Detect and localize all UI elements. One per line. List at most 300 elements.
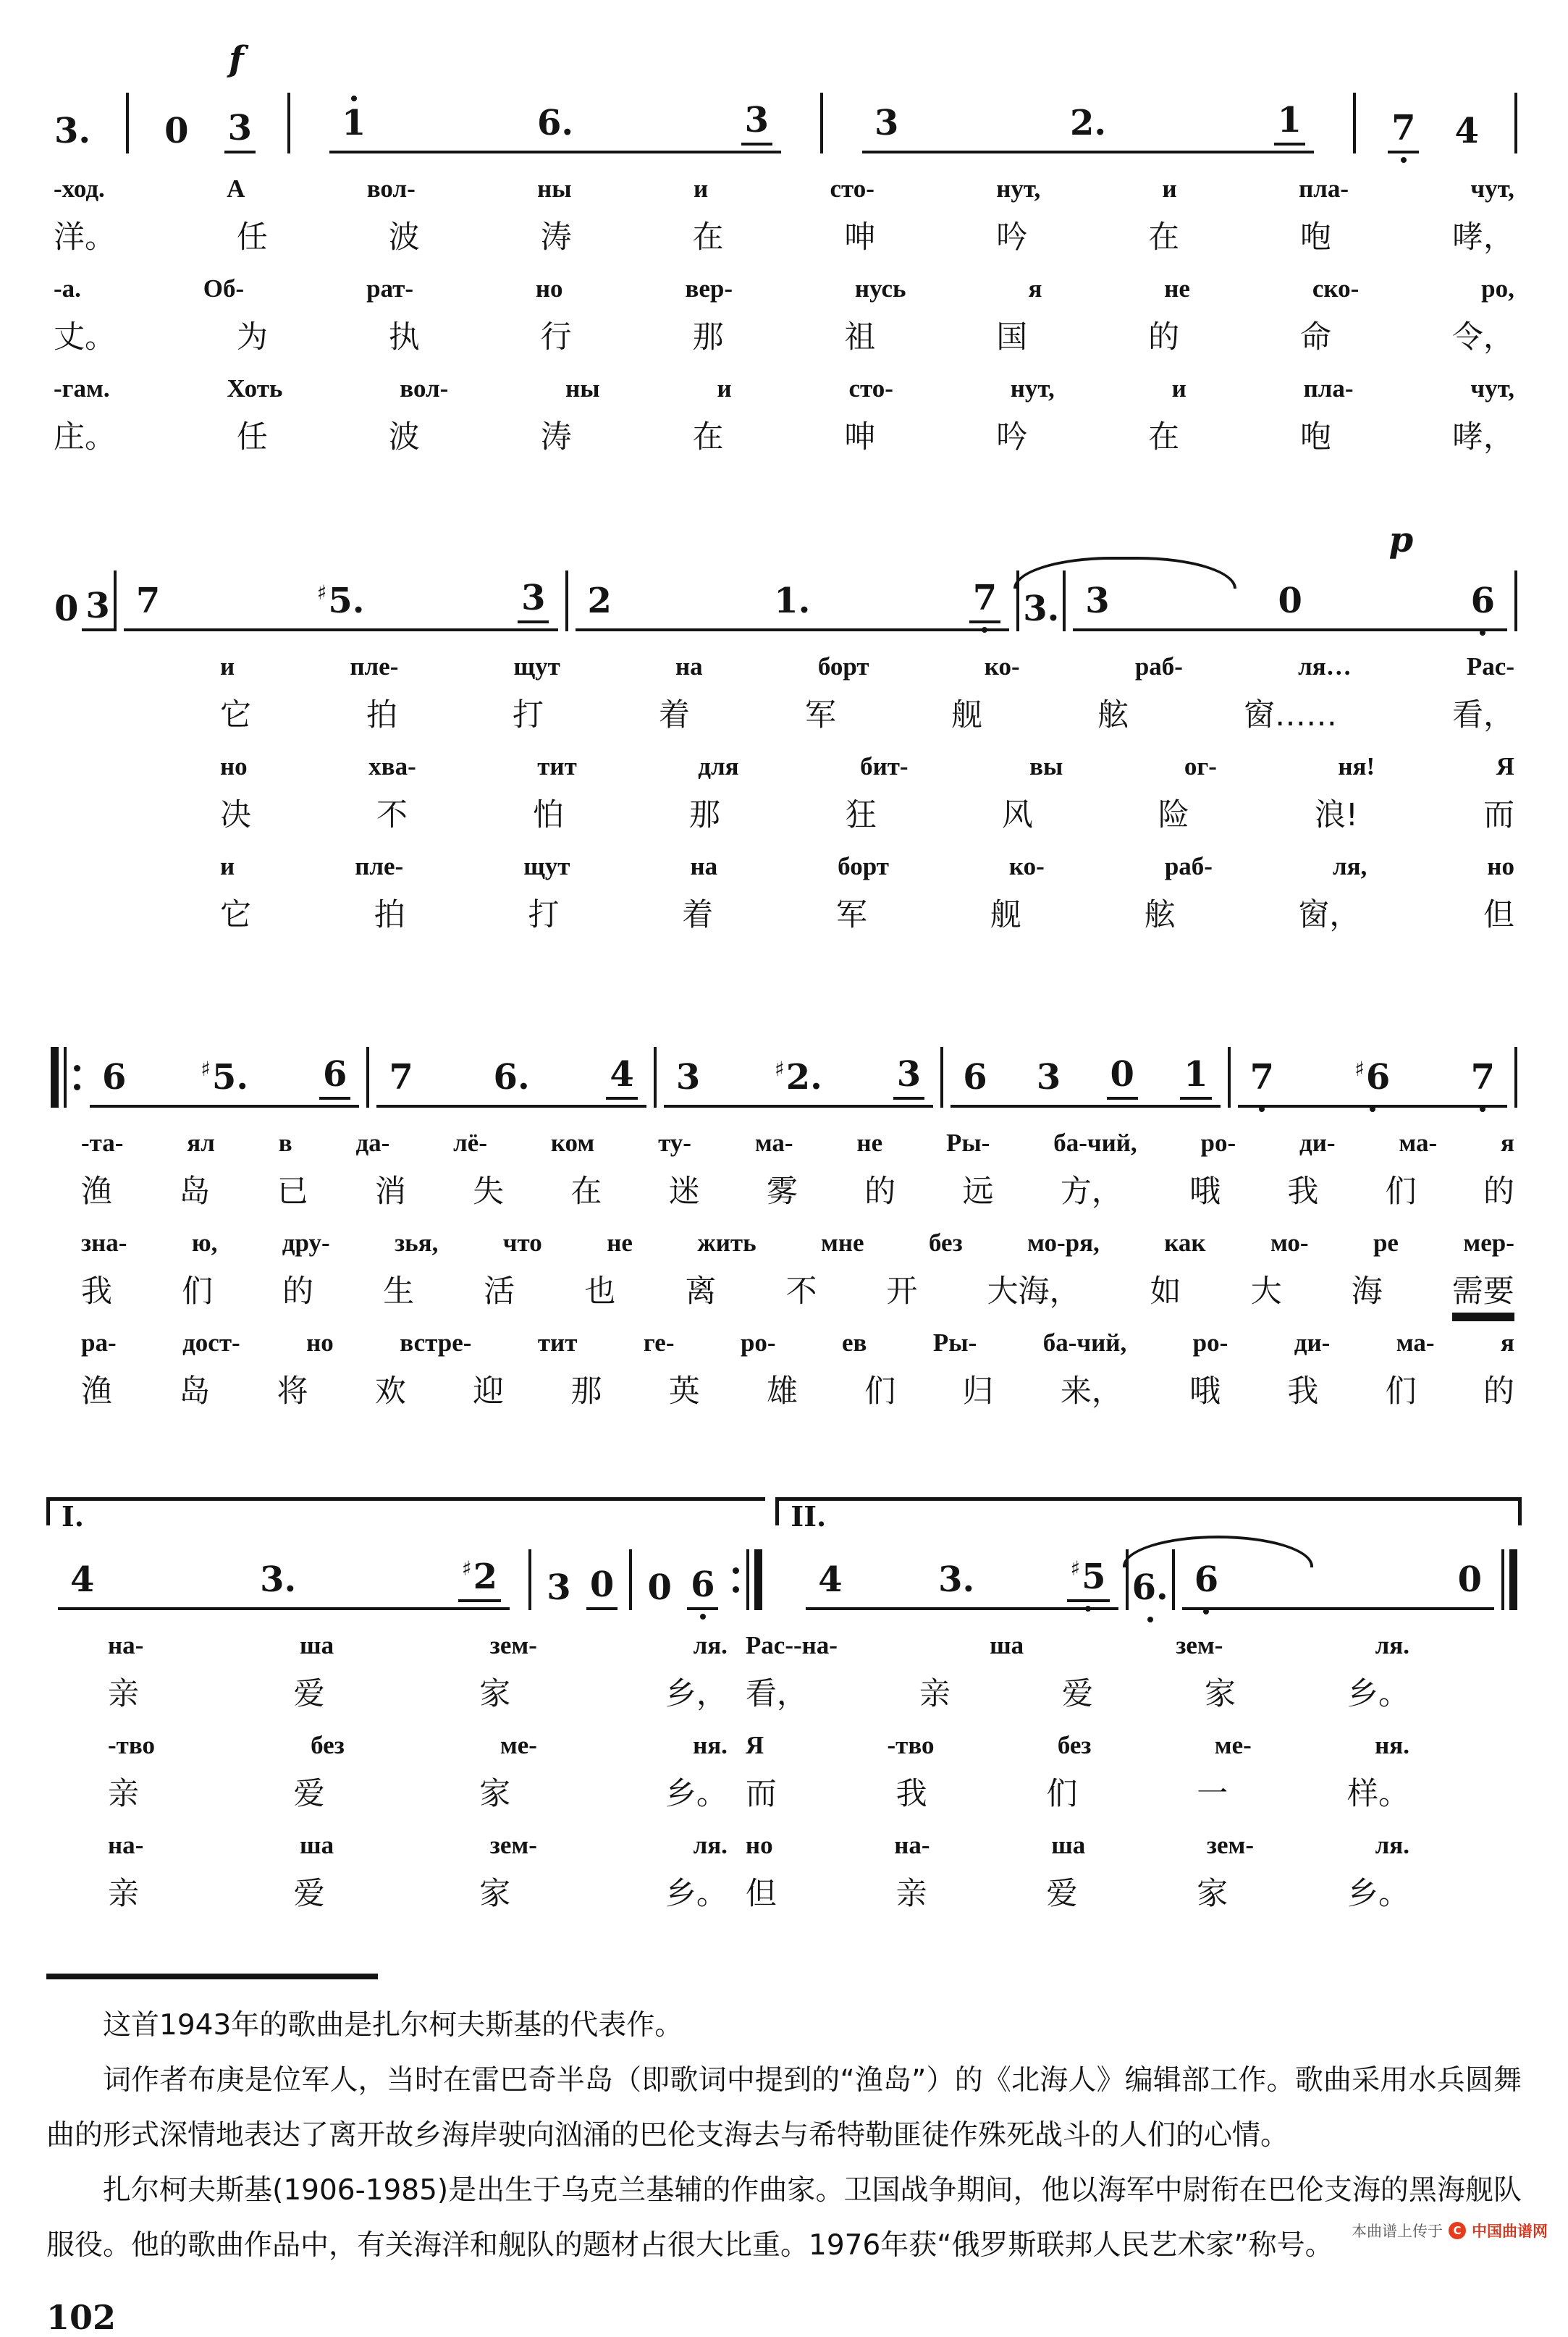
syllable: 窗……	[1244, 697, 1337, 733]
syllable: 打	[513, 697, 544, 733]
syllable: 咆	[1300, 419, 1331, 455]
syllable: 将	[277, 1373, 308, 1410]
note: 7	[135, 581, 161, 621]
note: 7	[389, 1057, 413, 1098]
syllable: хва-	[368, 752, 416, 780]
footnote-paragraph: 扎尔柯夫斯基(1906-1985)是出生于乌克兰基辅的作曲家。卫国战争期间，他以海军中尉衔在巴伦支海的黑海舰队服役。他的歌曲作品中，有关海洋和舰队的题材占很大比重。1976年获“俄罗斯联邦人民艺术家”称号。	[46, 2174, 1522, 2262]
syllable: на	[675, 652, 703, 681]
syllable: 拍	[366, 697, 397, 733]
syllable: ю,	[191, 1229, 218, 1257]
syllable: для	[698, 752, 739, 780]
syllable: 失	[473, 1174, 505, 1210]
note: 7	[1247, 1060, 1278, 1100]
syllable: без	[929, 1229, 963, 1257]
barline	[528, 1549, 531, 1610]
lyric-half-volta1	[108, 1730, 728, 1776]
lyric-row	[46, 751, 1522, 797]
syllable: 我	[81, 1273, 112, 1310]
syllable: -а.	[54, 274, 81, 303]
lyric-row	[46, 1273, 1522, 1328]
syllable: 在	[1148, 219, 1180, 256]
tie-arc	[1013, 557, 1236, 589]
syllable: 我	[1287, 1373, 1319, 1410]
syllable: 渔	[81, 1174, 112, 1210]
lyric-row	[46, 851, 1522, 897]
note: 3.	[938, 1559, 975, 1600]
syllable: 波	[388, 419, 420, 455]
lyric-half-volta2	[746, 1676, 1409, 1730]
syllable: 哮，	[1451, 219, 1514, 256]
syllable: 家	[479, 1776, 511, 1812]
syllable: ме-	[500, 1731, 537, 1759]
syllable: ля.	[693, 1831, 728, 1859]
footnote-paragraph: 词作者布庚是位军人，当时在雷巴奇半岛（即歌词中提到的“渔岛”）的《北海人》编辑部工作。歌曲采用水兵圆舞曲的形式深情地表达了离开故乡海岸驶向汹涌的巴伦支海去与希特勒匪徒作殊死战斗的人们的心情。	[46, 2064, 1522, 2152]
syllable: 着	[682, 897, 714, 933]
syllable: 的	[864, 1174, 896, 1210]
syllable: как	[1164, 1229, 1206, 1257]
syllable: пла-	[1303, 374, 1354, 403]
note: 0	[1107, 1057, 1138, 1100]
lyric-row	[46, 797, 1522, 851]
syllable: 拍	[374, 897, 405, 933]
syllable: 命	[1300, 319, 1331, 355]
syllable: чут,	[1470, 174, 1514, 203]
music-row	[46, 83, 1522, 153]
note: 3	[741, 103, 772, 146]
lyrics-block	[46, 1128, 1522, 1428]
syllable: 舷	[1097, 697, 1129, 733]
volta-brackets	[46, 1497, 1522, 1538]
syllable: 们	[182, 1273, 214, 1310]
syllable: на-	[894, 1831, 930, 1859]
lyric-row	[46, 319, 1522, 374]
final-barline	[1501, 1549, 1517, 1610]
repeat-dot	[733, 1567, 739, 1574]
syllable: ро,	[1481, 274, 1514, 303]
lyric-row	[46, 1328, 1522, 1373]
beam-group	[376, 1054, 646, 1108]
note: 3	[874, 103, 899, 143]
volta-1-music	[51, 1549, 762, 1610]
syllable: Ры-	[945, 1129, 990, 1157]
beam-group	[862, 100, 1314, 153]
note: 7	[969, 581, 1000, 623]
syllable: ре	[1373, 1229, 1399, 1257]
syllable: 哦	[1189, 1174, 1221, 1210]
note: 1	[338, 106, 369, 146]
low-octave-dot	[1085, 1606, 1091, 1612]
watermark	[1352, 2220, 1548, 2241]
syllable: 乡。	[665, 1876, 728, 1912]
lyric-row	[46, 1228, 1522, 1273]
sharp-icon: ♯	[1354, 1057, 1365, 1081]
syllable: ко-	[1008, 852, 1045, 880]
lyric-half-volta2	[746, 1776, 1409, 1830]
note: 3	[547, 1567, 571, 1608]
barline	[654, 1047, 657, 1108]
syllable: 那	[692, 319, 724, 355]
volta-2-music	[798, 1549, 1517, 1610]
beam-group	[58, 1559, 510, 1610]
syllable: но	[745, 1831, 773, 1859]
syllable: 亲	[108, 1676, 139, 1712]
syllable: ма-	[754, 1129, 793, 1157]
syllable: что	[502, 1229, 542, 1257]
lyric-half-volta1	[108, 1830, 728, 1876]
lyric-half-volta1	[108, 1676, 728, 1730]
syllable: Я	[1496, 752, 1514, 780]
syllable: 家	[479, 1876, 511, 1912]
syllable: я	[1500, 1129, 1514, 1157]
syllable: ро-	[1200, 1129, 1236, 1157]
lyric-row	[46, 1676, 1522, 1730]
syllable: 在	[692, 219, 724, 256]
syllable: 舰	[990, 897, 1021, 933]
syllable: пле-	[350, 652, 399, 681]
syllable: зна-	[81, 1229, 127, 1257]
syllable: 开	[886, 1273, 918, 1310]
syllable: 呻	[844, 419, 876, 455]
syllable: Рас--на-	[745, 1631, 838, 1659]
syllable: 活	[484, 1273, 515, 1310]
syllable: 已	[277, 1174, 308, 1210]
note: 4	[70, 1559, 95, 1600]
barline	[1353, 93, 1356, 153]
lyric-row	[46, 174, 1522, 219]
low-octave-dot	[982, 627, 987, 633]
volta-1-label: I.	[62, 1500, 85, 1533]
note: ♯2.	[775, 1057, 822, 1098]
syllable: 呻	[844, 219, 876, 256]
lyric-row	[46, 1830, 1522, 1876]
syllable: -тво	[887, 1731, 935, 1759]
syllable: 家	[479, 1676, 511, 1712]
sharp-icon: ♯	[775, 1057, 785, 1081]
note: 6	[102, 1057, 127, 1098]
syllable: ди-	[1294, 1328, 1331, 1357]
syllable: 庄。	[54, 419, 116, 455]
syllable: ня!	[1338, 752, 1375, 780]
beam-group	[951, 1054, 1220, 1108]
syllable: дост-	[182, 1328, 240, 1357]
lyric-row	[46, 374, 1522, 419]
lyrics-block	[46, 174, 1522, 473]
syllable: но	[306, 1328, 334, 1357]
syllable: вер-	[685, 274, 733, 303]
syllable: ма-	[1399, 1129, 1438, 1157]
syllable: и	[220, 652, 235, 681]
syllable: дру-	[282, 1229, 330, 1257]
syllable: 欢	[374, 1373, 406, 1410]
music-system-4	[46, 1497, 1522, 1930]
syllable: ев	[842, 1328, 867, 1357]
note: 7	[1467, 1060, 1499, 1100]
note: 4	[606, 1057, 637, 1100]
sharp-icon: ♯	[1070, 1557, 1081, 1580]
syllable: ро-	[1192, 1328, 1228, 1357]
note: 2.	[1069, 103, 1107, 143]
syllable: 们	[864, 1373, 896, 1410]
syllable: 为	[236, 319, 268, 355]
note: 0	[164, 111, 189, 151]
syllable: мо-	[1270, 1229, 1309, 1257]
syllable: ня.	[1375, 1731, 1409, 1759]
syllable: я	[1028, 274, 1042, 303]
note: ♯5.	[316, 581, 365, 621]
syllable: 丈。	[54, 319, 116, 355]
lyric-row	[46, 697, 1522, 751]
syllable: сто-	[830, 174, 874, 203]
barline	[1514, 1047, 1517, 1108]
syllable: 祖	[844, 319, 876, 355]
lyric-row	[46, 1373, 1522, 1428]
syllable: 一	[1197, 1776, 1228, 1812]
syllable: пле-	[355, 852, 404, 880]
lyric-row	[46, 897, 1522, 951]
lyric-half-volta2	[746, 1876, 1409, 1930]
syllable: без	[1057, 1731, 1092, 1759]
low-octave-dot	[1401, 157, 1407, 163]
syllable: 离	[685, 1273, 717, 1310]
low-octave-dot	[700, 1614, 706, 1620]
syllable: 的	[1148, 319, 1180, 355]
syllable: 们	[1046, 1776, 1078, 1812]
syllable: без	[311, 1731, 345, 1759]
syllable: мер-	[1463, 1229, 1514, 1257]
low-octave-dot	[1203, 1609, 1209, 1614]
syllable: ра-	[81, 1328, 117, 1357]
syllable: 大	[1250, 1273, 1282, 1310]
lyric-row	[46, 419, 1522, 473]
note: 3.	[1019, 591, 1063, 631]
note: 3	[1085, 581, 1110, 621]
syllable: на-	[108, 1631, 144, 1659]
sharp-icon: ♯	[201, 1057, 211, 1081]
syllable: 那	[688, 797, 720, 833]
syllable: 爱	[1061, 1676, 1093, 1712]
syllable: 不	[785, 1273, 817, 1310]
syllable: 岛	[179, 1373, 211, 1410]
lyric-half-volta2	[746, 1730, 1409, 1776]
syllable: да-	[355, 1129, 390, 1157]
syllable: 方，	[1060, 1174, 1123, 1210]
syllable: ме-	[1214, 1731, 1252, 1759]
syllable: ша	[990, 1631, 1024, 1659]
barline	[366, 1047, 369, 1108]
syllable: Рас-	[1466, 652, 1514, 681]
low-octave-dot	[1370, 1106, 1375, 1112]
barline	[1514, 570, 1517, 631]
lyric-row	[46, 1730, 1522, 1776]
syllable: в	[278, 1129, 292, 1157]
syllable: 爱	[1046, 1876, 1078, 1912]
low-octave-dot	[1480, 1106, 1485, 1112]
syllable: 打	[528, 897, 560, 933]
syllable: 怕	[532, 797, 564, 833]
barline	[51, 1047, 59, 1108]
syllable: но	[220, 752, 248, 780]
note: 3.	[260, 1559, 297, 1600]
syllable: -ход.	[54, 174, 105, 203]
note: 6	[1467, 584, 1499, 623]
beam-group	[1073, 581, 1507, 631]
syllable: 亲	[895, 1876, 927, 1912]
syllable: 雾	[766, 1174, 798, 1210]
syllable: ма-	[1396, 1328, 1435, 1357]
beam-group	[1182, 1559, 1494, 1610]
syllable: 们	[1385, 1174, 1417, 1210]
note: 6	[1191, 1562, 1222, 1602]
syllable: зем-	[1206, 1831, 1254, 1859]
syllable: 样。	[1346, 1776, 1409, 1812]
lyrics-block	[46, 652, 1522, 951]
note: 6	[319, 1057, 350, 1100]
music-system-2	[46, 560, 1522, 951]
syllable: ны	[537, 174, 572, 203]
syllable: нусь	[854, 274, 906, 303]
repeat-dot	[733, 1586, 739, 1593]
syllable: нут,	[996, 174, 1041, 203]
syllable: 行	[540, 319, 572, 355]
syllable: 爱	[293, 1676, 325, 1712]
syllable: -гам.	[54, 374, 110, 403]
syllable: 生	[383, 1273, 415, 1310]
lyric-row	[46, 219, 1522, 274]
syllable: 英	[668, 1373, 700, 1410]
note: ♯6	[1351, 1060, 1394, 1100]
syllable: 涛	[540, 419, 572, 455]
note: 6	[687, 1567, 718, 1610]
sharp-icon: ♯	[316, 581, 327, 605]
syllable: рат-	[366, 274, 413, 303]
beam-group	[90, 1054, 359, 1108]
syllable: 哦	[1189, 1373, 1221, 1410]
syllable: 爱	[293, 1776, 325, 1812]
syllable: 们	[1385, 1373, 1417, 1410]
syllable: Я	[745, 1731, 764, 1759]
syllable: 吟	[996, 419, 1028, 455]
syllable: 如	[1150, 1273, 1181, 1310]
syllable: 需要	[1452, 1273, 1514, 1315]
barline	[1228, 1047, 1231, 1108]
syllable: 任	[236, 219, 268, 256]
syllable: 狂	[845, 797, 877, 833]
syllable: 消	[374, 1174, 406, 1210]
music-row	[46, 1037, 1522, 1108]
note: 4	[818, 1559, 843, 1600]
lyric-row	[46, 1174, 1522, 1228]
syllable: 乡。	[665, 1776, 728, 1812]
syllable: -тво	[108, 1731, 156, 1759]
barline	[565, 570, 568, 631]
syllable: пла-	[1299, 174, 1349, 203]
syllable: 在	[692, 419, 724, 455]
note: 0	[54, 589, 79, 629]
beam-group	[664, 1054, 933, 1108]
syllable: бит-	[860, 752, 909, 780]
syllable: и	[220, 852, 235, 880]
syllable: 执	[388, 319, 420, 355]
syllable: не	[1164, 274, 1190, 303]
volta-1-bracket	[46, 1497, 765, 1533]
syllable: жить	[697, 1229, 756, 1257]
syllable: 军	[836, 897, 867, 933]
syllable: 亲	[108, 1876, 139, 1912]
syllable: 而	[745, 1776, 777, 1812]
footnotes	[46, 1998, 1522, 2273]
syllable: 亲	[919, 1676, 951, 1712]
syllable: ба-чий,	[1053, 1129, 1137, 1157]
syllable: -та-	[81, 1129, 124, 1157]
barline	[629, 1549, 632, 1610]
syllable: 的	[1483, 1373, 1514, 1410]
syllable: ту-	[658, 1129, 691, 1157]
syllable: на-	[108, 1831, 144, 1859]
syllable: 大海，	[987, 1273, 1081, 1310]
lyric-row	[46, 1876, 1522, 1930]
beam-group	[329, 100, 781, 153]
syllable: ско-	[1312, 274, 1360, 303]
syllable: 决	[220, 797, 251, 833]
page-number: 102	[46, 2298, 117, 2337]
syllable: Хоть	[227, 374, 283, 403]
syllable: ком	[550, 1129, 595, 1157]
beam-group	[124, 578, 558, 631]
syllable: не	[607, 1229, 633, 1257]
syllable: 爱	[293, 1876, 325, 1912]
syllable: 渔	[81, 1373, 112, 1410]
barline	[64, 1047, 67, 1108]
dynamics-line-2	[46, 520, 1522, 560]
syllable: зья,	[395, 1229, 439, 1257]
syllable: 来，	[1060, 1373, 1123, 1410]
repeat-dot	[74, 1065, 80, 1071]
syllable: вы	[1029, 752, 1063, 780]
syllable: не	[856, 1129, 883, 1157]
syllable: 我	[1287, 1174, 1319, 1210]
dynamic-piano: p	[1388, 520, 1414, 560]
syllable: 窗，	[1298, 897, 1361, 933]
syllable: 乡。	[1346, 1676, 1409, 1712]
syllable: раб-	[1164, 852, 1213, 880]
footnote-divider	[46, 1974, 378, 1979]
note: 1.	[774, 581, 811, 621]
beam-group	[806, 1559, 1118, 1610]
syllable: 洋。	[54, 219, 116, 256]
lyric-row	[46, 1128, 1522, 1174]
syllable: 哮，	[1451, 419, 1514, 455]
syllable: я	[1500, 1328, 1514, 1357]
syllable: ди-	[1299, 1129, 1336, 1157]
syllable: 亲	[108, 1776, 139, 1812]
syllable: 家	[1204, 1676, 1236, 1712]
syllable: 但	[745, 1876, 777, 1912]
syllable: 浪!	[1314, 797, 1359, 833]
syllable: борт	[817, 652, 869, 681]
syllable: ны	[565, 374, 600, 403]
syllable: тит	[537, 1328, 578, 1357]
note: 1	[1180, 1057, 1211, 1100]
syllable: 国	[996, 319, 1028, 355]
note: 6.	[536, 103, 574, 143]
syllable: 远	[962, 1174, 994, 1210]
syllable: зем-	[489, 1631, 537, 1659]
syllable: ге-	[643, 1328, 675, 1357]
syllable: Ры-	[932, 1328, 977, 1357]
note: 3	[675, 1057, 701, 1098]
syllable: чут,	[1470, 374, 1514, 403]
lyric-row	[46, 1776, 1522, 1830]
